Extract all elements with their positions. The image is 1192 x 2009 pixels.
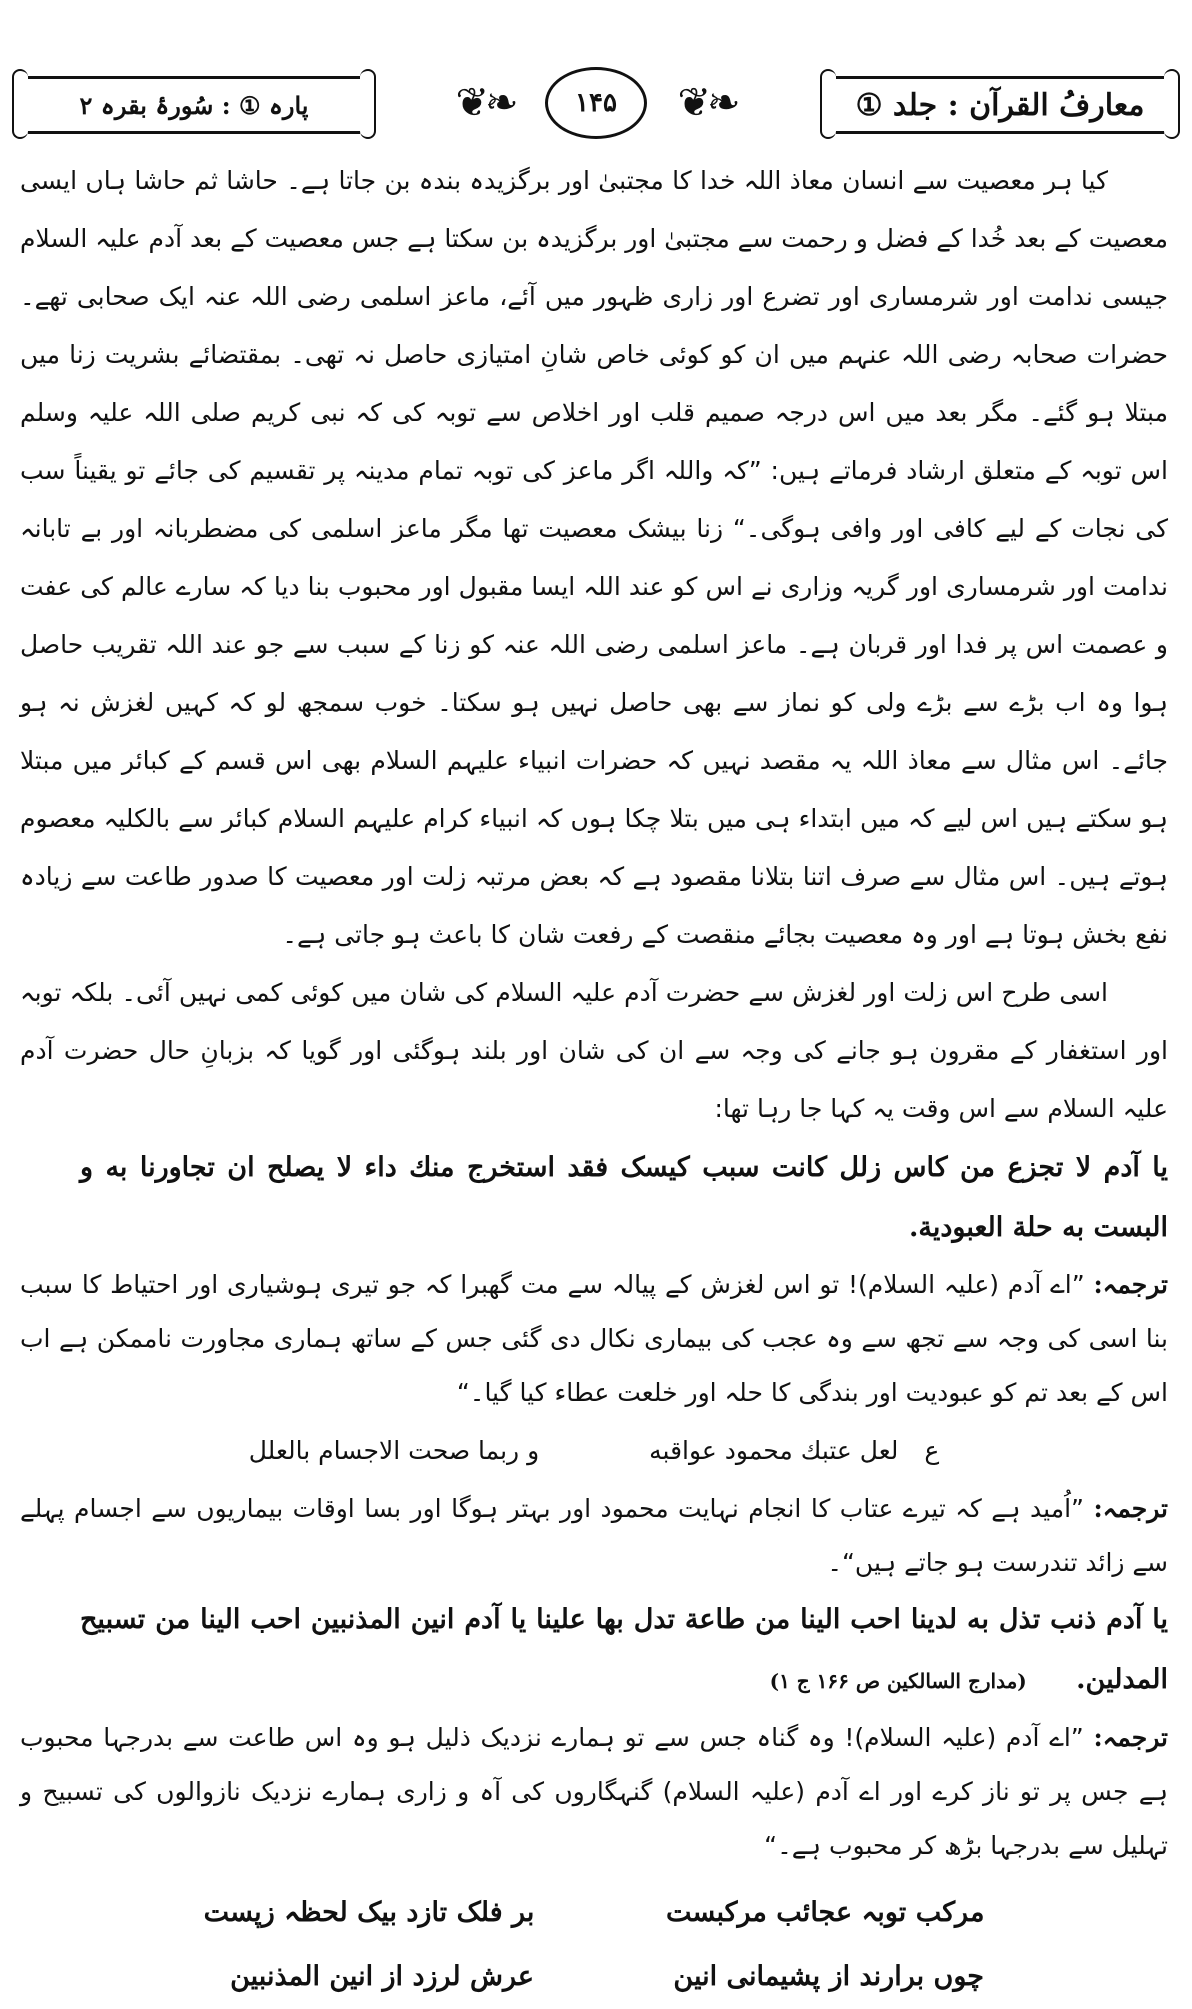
- part-and-surah: پارہ ① : سُورۂ بقرہ ۲: [79, 90, 309, 120]
- persian-verse: [20, 1945, 1168, 2009]
- page-body: [20, 152, 1168, 2009]
- arabic-quote: یا آدم لا تجزع من کاس زلل کانت سبب کیسک فقد استخرج منك داء لا یصلح ان تجاورنا به و البست به حلة العبودیة.: [80, 1152, 1168, 1243]
- page-header: [8, 68, 1184, 140]
- translation-text: ”اے آدم (علیہ السلام)! تو اس لغزش کے پیالہ سے مت گھبرا کہ جو تیری ہوشیاری اور احتیاط کا سبب بنا اسی کی وجہ سے تجھ سے وہ عجب کی بیماری نکال دی گئی جس کے ساتھ ہماری مجاورت ناممکن ہے اب اس کے بعد تم کو عبودیت اور بندگی کا حلہ اور خلعت عطاء کیا گیا۔“: [20, 1270, 1168, 1407]
- arabic-quote: [20, 1590, 1168, 1711]
- paragraph: اسی طرح اس زلت اور لغزش سے حضرت آدم علیہ السلام کی شان میں کوئی کمی نہیں آئی۔ بلکہ توبہ اور استغفار کے مقرون ہو جانے کی وجہ سے ان کی شان اور بلند ہوگئی اور گویا کہ بزبانِ حال حضرت آدم علیہ السلام سے اس وقت یہ کہا جا رہا تھا:: [20, 978, 1168, 1123]
- arabic-couplet: [20, 1420, 1168, 1482]
- translation-text: ”اُمید ہے کہ تیرے عتاب کا انجام نہایت محمود اور بہتر ہوگا اور بسا اوقات بیماریوں سے اجسام پہلے سے زائد تندرست ہو جاتے ہیں“۔: [20, 1494, 1168, 1577]
- translation: [20, 1482, 1168, 1590]
- translation: [20, 1258, 1168, 1420]
- verse-right-hemistich: مرکب توبہ عجائب مرکبست: [665, 1897, 985, 1928]
- verse-left-hemistich: عرش لرزد از انین المذنبین: [230, 1961, 534, 1992]
- floral-ornament-icon: ❦❧: [677, 80, 737, 126]
- floral-ornament-icon: ❦❧: [455, 80, 515, 126]
- header-part-surah-box: [28, 76, 360, 134]
- verse-right-hemistich: چوں برارند از پشیمانی انین: [673, 1961, 984, 1992]
- couplet-first-text: لعل عتبك محمود عواقبه: [649, 1436, 899, 1465]
- header-center-ornament: [420, 68, 772, 138]
- translation-text: ”اے آدم (علیہ السلام)! وہ گناہ جس سے تو ہمارے نزدیک ذلیل ہو وہ اس طاعت سے بدرجہا محبوب ہے جس پر تو ناز کرے اور اے آدم (علیہ السلام) گنہگاروں کی آہ و زاری ہمارے نزدیک نازوالوں کی تسبیح و تہلیل سے بدرجہا بڑھ کر محبوب ہے۔“: [20, 1723, 1168, 1860]
- translation-label: ترجمہ:: [1093, 1723, 1168, 1752]
- book-title: معارفُ القرآن : جلد ①: [855, 87, 1145, 123]
- couplet-first-hemistich: [649, 1420, 939, 1482]
- couplet-marker: ع: [924, 1436, 940, 1465]
- page-number: ۱۴۵: [575, 88, 617, 118]
- source-citation: (مدارج السالکین ص ۱۶۶ ج ۱): [769, 1669, 1027, 1693]
- page-number-oval: [545, 67, 647, 139]
- paragraph: کیا ہر معصیت سے انسان معاذ اللہ خدا کا مجتبیٰ اور برگزیدہ بندہ بن جاتا ہے۔ حاشا ثم حاشا ہاں ایسی معصیت کے بعد خُدا کے فضل و رحمت سے مجتبیٰ اور برگزیدہ بن سکتا ہے جس معصیت کے بعد آدم علیہ السلام جیسی ندامت اور شرمساری اور تضرع اور زاری ظہور میں آئے، ماعز اسلمی رضی اللہ عنہ ایک صحابی تھے۔ حضرات صحابہ رضی اللہ عنہم میں ان کو کوئی خاص شانِ امتیازی حاصل نہ تھی۔ بمقتضائے بشریت زنا میں مبتلا ہو گئے۔ مگر بعد میں اس درجہ صمیم قلب اور اخلاص سے توبہ کی کہ نبی کریم صلی اللہ علیہ وسلم اس توبہ کے متعلق ارشاد فرماتے ہیں: ”کہ واللہ اگر ماعز کی توبہ تمام مدینہ پر تقسیم کی جائے تو یقیناً سب کی نجات کے لیے کافی اور وافی ہوگی۔“ زنا بیشک معصیت تھا مگر ماعز اسلمی کی مضطربانہ اور بے تابانہ ندامت اور شرمساری اور گریہ وزاری نے اس کو عند اللہ ایسا مقبول اور محبوب بنا دیا کہ سارے عالم کی عفت و عصمت اس پر فدا اور قربان ہے۔ ماعز اسلمی رضی اللہ عنہ کو زنا کے سبب سے جو عند اللہ تقریب حاصل ہوا وہ اب بڑے سے بڑے ولی کو نماز سے بھی حاصل نہیں ہو سکتا۔ خوب سمجھ لو کہ کہیں لغزش نہ ہو جائے۔ اس مثال سے معاذ اللہ یہ مقصد نہیں کہ حضرات انبیاء علیہم السلام بھی اس قسم کے کبائر میں مبتلا ہو سکتے ہیں اس لیے کہ میں ابتداء ہی میں بتلا چکا ہوں کہ انبیاء کرام علیہم السلام کبائر سے بالکلیہ معصوم ہوتے ہیں۔ اس مثال سے صرف اتنا بتلانا مقصود ہے کہ بعض مرتبہ زلت اور معصیت کا صدور طاعت سے زیادہ نفع بخش ہوتا ہے اور وہ معصیت بجائے منقصت کے رفعت شان کا باعث ہو جاتی ہے۔: [20, 166, 1168, 949]
- translation-label: ترجمہ:: [1093, 1494, 1168, 1523]
- header-book-title-box: [836, 76, 1164, 134]
- couplet-second-hemistich: و ربما صحت الاجسام بالعلل: [248, 1436, 540, 1465]
- translation-label: ترجمہ:: [1093, 1270, 1168, 1299]
- arabic-quote-text: یا آدم ذنب تذل به لدینا احب الینا من طاعة تدل بها علینا یا آدم انین المذنبین احب الینا من تسبیح المدلین.: [80, 1604, 1168, 1695]
- verse-left-hemistich: بر فلک تازد بیک لحظہ زپست: [203, 1897, 535, 1928]
- translation: [20, 1711, 1168, 1873]
